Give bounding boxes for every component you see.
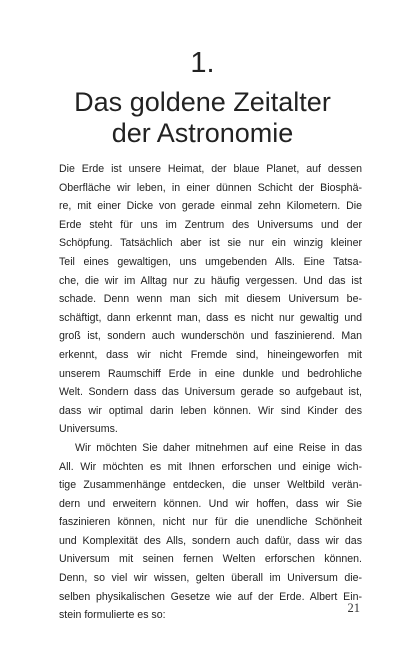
text-line: Denn, so viel wir wissen, gelten überall im Universum die-	[59, 572, 362, 585]
text-line: dern und erweitern können. Und wir hoffen, dass wir Sie	[59, 497, 362, 510]
text-line: che, die wir im Alltag nur zu häufig vergessen. Und das ist	[59, 274, 362, 287]
chapter-number: 1.	[190, 47, 215, 79]
text-line: erkennt, dass wir nicht Fremde sind, hineingeworfen mit	[59, 348, 362, 361]
paragraph	[59, 160, 362, 439]
body-text	[59, 160, 362, 625]
text-line: dass wir optimal darin leben können. Wir sind Kinder des	[59, 404, 362, 417]
chapter-title-line: der Astronomie	[111, 118, 294, 148]
paragraph	[59, 439, 362, 625]
text-line: Teil eines gewaltigen, uns umgebenden Alls. Eine Tatsa-	[59, 255, 362, 268]
chapter-title-line: Das goldene Zeitalter	[74, 87, 331, 117]
text-line: selben physikalischen Gesetze wie auf der Erde. Albert Ein-	[59, 590, 362, 603]
text-line: schade. Denn wenn man sich mit diesem Universum be-	[59, 293, 362, 306]
text-line: unserem Raumschiff Erde in eine dunkle und bedrohliche	[59, 367, 362, 380]
text-line: schäftigt, dann erkennt man, dass es nicht nur gewaltig und	[59, 311, 362, 324]
text-line: Oberfläche wir leben, in einer dünnen Schicht der Biosphä-	[59, 181, 362, 194]
text-line: Universum mit seinen fernen Welten erforschen können.	[59, 553, 362, 566]
chapter-title	[0, 87, 405, 149]
page-number: 21	[347, 601, 360, 615]
text-line: re, mit einer Dicke von gerade einmal zehn Kilometern. Die	[59, 200, 362, 213]
text-line: tige Zusammenhänge entdecken, die unser Weltbild verän-	[59, 479, 362, 492]
text-line: stein formulierte es so:	[59, 609, 166, 622]
text-line: All. Wir möchten es mit Ihnen erforschen und einige wich-	[59, 460, 362, 473]
text-line: Schöpfung. Tatsächlich aber ist sie nur ein winzig kleiner	[59, 237, 362, 250]
text-line: faszinieren können, nicht nur für die unendliche Schönheit	[59, 516, 362, 529]
text-line: Welt. Sondern dass das Universum gerade so aufgebaut ist,	[59, 386, 362, 399]
text-line: Wir möchten Sie daher mitnehmen auf eine Reise in das	[75, 441, 362, 454]
text-line: Universums.	[59, 423, 118, 436]
text-line: und Komplexität des Alls, sondern auch dafür, dass wir das	[59, 534, 362, 547]
text-line: Erde steht für uns im Zentrum des Universums und der	[59, 218, 362, 231]
text-line: Die Erde ist unsere Heimat, der blaue Planet, auf dessen	[59, 163, 362, 175]
text-line: groß ist, sondern auch wunderschön und faszinierend. Man	[59, 330, 362, 343]
